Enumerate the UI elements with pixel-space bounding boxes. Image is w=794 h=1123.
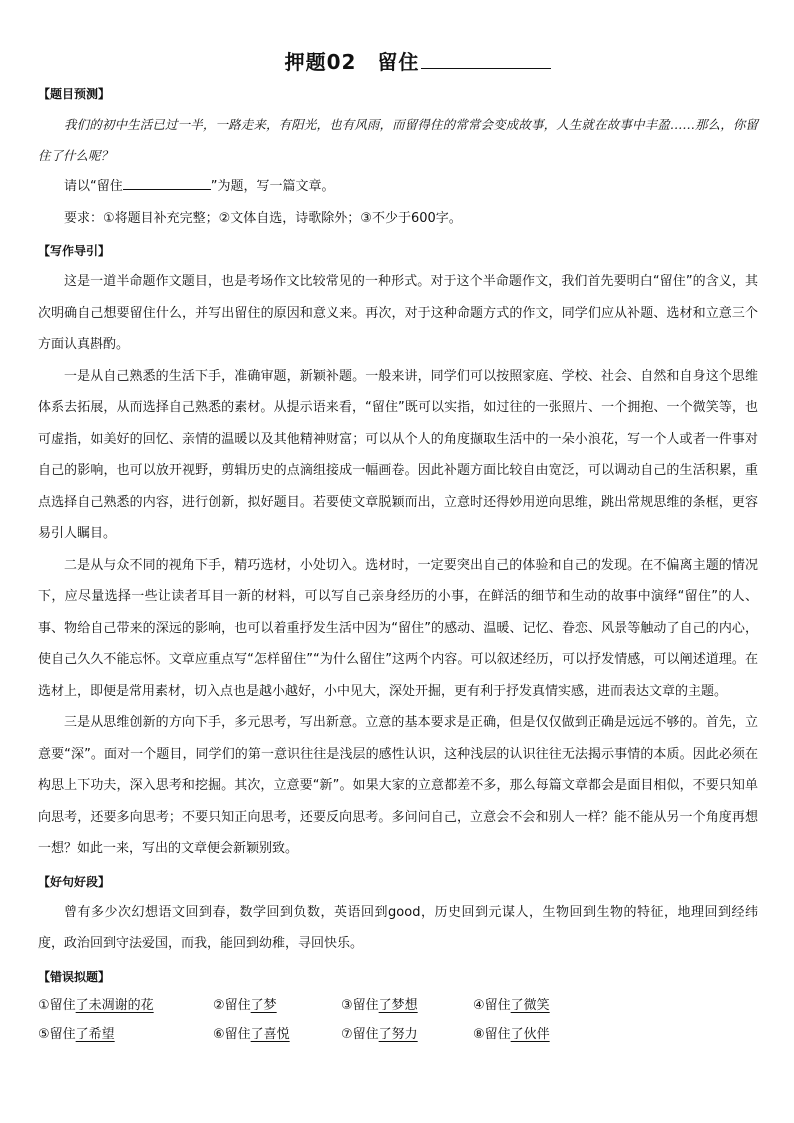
wrong-title-item <box>341 994 473 1013</box>
wrong-title-prefix: ⑤留住 <box>38 1026 76 1042</box>
wrong-title-prefix: ③留住 <box>341 997 379 1013</box>
wrong-title-underlined: 了伙伴 <box>510 1026 550 1042</box>
section-label-guide: 【写作导引】 <box>38 244 111 258</box>
section-label-good-sentences: 【好句好段】 <box>38 874 111 889</box>
instruction-pre: 请以“留住 <box>64 179 123 194</box>
wrong-titles-grid <box>38 994 758 1042</box>
wrong-title-item <box>473 1023 673 1042</box>
guide-paragraph: 这是一道半命题作文题目，也是考场作文比较常见的一种形式。对于这个半命题作文，我们首先要明白“留住”的含义，其次明确自己想要留住什么，并写出留住的原因和意义来。再次，对于这种命题方式的作文，同学们应从补题、选材和立意三个方面认真斟酌。 <box>38 274 758 352</box>
instruction-text <box>38 171 758 203</box>
instruction-post: ”为题，写一篇文章。 <box>210 179 335 194</box>
wrong-title-prefix: ⑥留住 <box>213 1026 251 1042</box>
wrong-title-prefix: ④留住 <box>473 997 511 1013</box>
wrong-title-item <box>213 994 341 1013</box>
wrong-title-prefix: ②留住 <box>213 997 251 1013</box>
wrong-title-item <box>473 994 673 1013</box>
requirements-text: 要求：①将题目补充完整；②文体自选，诗歌除外；③不少于600字。 <box>64 210 462 226</box>
good-sentence-paragraph: 曾有多少次幻想语文回到春，数学回到负数，英语回到good，历史回到元谋人，生物回到生物的特征，地理回到经纬度，政治回到守法爱国，而我，能回到幼稚，寻回快乐。 <box>38 904 758 951</box>
instruction-blank <box>123 175 211 190</box>
wrong-title-underlined: 了梦 <box>250 997 277 1013</box>
wrong-title-prefix: ①留住 <box>38 997 76 1013</box>
wrong-title-item <box>38 1023 213 1042</box>
wrong-title-underlined: 了喜悦 <box>250 1026 290 1042</box>
wrong-title-item <box>38 994 213 1013</box>
section-label-wrong-titles: 【错误拟题】 <box>38 969 111 984</box>
guide-paragraph: 二是从与众不同的视角下手，精巧选材，小处切入。选材时，一定要突出自己的体验和自己的发现。在不偏离主题的情况下，应尽量选择一些让读者耳目一新的材料，可以写自己亲身经历的小事，在鲜活的细节和生动的故事中演绎“留住”的人、事、物给自己带来的深远的影响，也可以着重抒发生活中因为“留住”的感动、温暖、记忆、眷恋、风景等触动了自己的内心，使自己久久不能忘怀。文章应重点写“怎样留住”“为什么留住”这两个内容。可以叙述经历，可以抒发情感，可以阐述道理。在选材上，即便是常用素材，切入点也是越小越好，小中见大，深处开掘，更有利于抒发真情实感，进而表达文章的主题。 <box>38 557 758 699</box>
guide-paragraph: 三是从思维创新的方向下手，多元思考，写出新意。立意的基本要求是正确，但是仅仅做到正确是远远不够的。首先，立意要“深”。面对一个题目，同学们的第一意识往往是浅层的感性认识，这种浅层的认识往往无法揭示事情的本质。因此必须在构思上下功夫，深入思考和挖掘。其次，立意要“新”。如果大家的立意都差不多，那么每篇文章都会是面目相似，不要只知单向思考，还要多向思考；不要只知正向思考，还要反向思考。多问问自己，立意会不会和别人一样？能不能从另一个角度再想一想？如此一来，写出的文章便会新颖别致。 <box>38 715 758 856</box>
wrong-title-item <box>341 1023 473 1042</box>
wrong-title-prefix: ⑦留住 <box>341 1026 379 1042</box>
wrong-title-underlined: 了微笑 <box>510 997 550 1013</box>
wrong-title-prefix: ⑧留住 <box>473 1026 511 1042</box>
wrong-title-underlined: 了梦想 <box>378 997 418 1013</box>
title-text: 押题02 留住 <box>284 50 420 74</box>
prompt-text: 我们的初中生活已过一半，一路走来，有阳光，也有风雨，而留得住的常常会变成故事，人生就在故事中丰盈……那么，你留住了什么呢？ <box>38 117 758 163</box>
section-label-prediction: 【题目预测】 <box>38 87 111 101</box>
wrong-title-item <box>213 1023 341 1042</box>
wrong-title-underlined: 了未凋谢的花 <box>75 997 154 1013</box>
page-title <box>38 46 758 75</box>
title-blank-line <box>421 50 551 69</box>
guide-paragraph: 一是从自己熟悉的生活下手，准确审题，新颖补题。一般来讲，同学们可以按照家庭、学校、社会、自然和自身这个思维体系去拓展，从而选择自己熟悉的素材。从提示语来看，“留住”既可以实指，如过往的一张照片、一个拥抱、一个微笑等，也可虚指，如美好的回忆、亲情的温暖以及其他精神财富；可以从个人的角度撷取生活中的一朵小浪花，写一个人或者一件事对自己的影响，也可以放开视野，剪辑历史的点滴组接成一幅画卷。因此补题方面比较自由宽泛，可以调动自己的生活积累，重点选择自己熟悉的内容，进行创新，拟好题目。若要使文章脱颖而出，立意时还得妙用逆向思维，跳出常规思维的条框，更容易引人瞩目。 <box>38 368 758 541</box>
wrong-title-underlined: 了努力 <box>378 1026 418 1042</box>
document-page <box>38 40 758 1042</box>
wrong-title-underlined: 了希望 <box>75 1026 115 1042</box>
